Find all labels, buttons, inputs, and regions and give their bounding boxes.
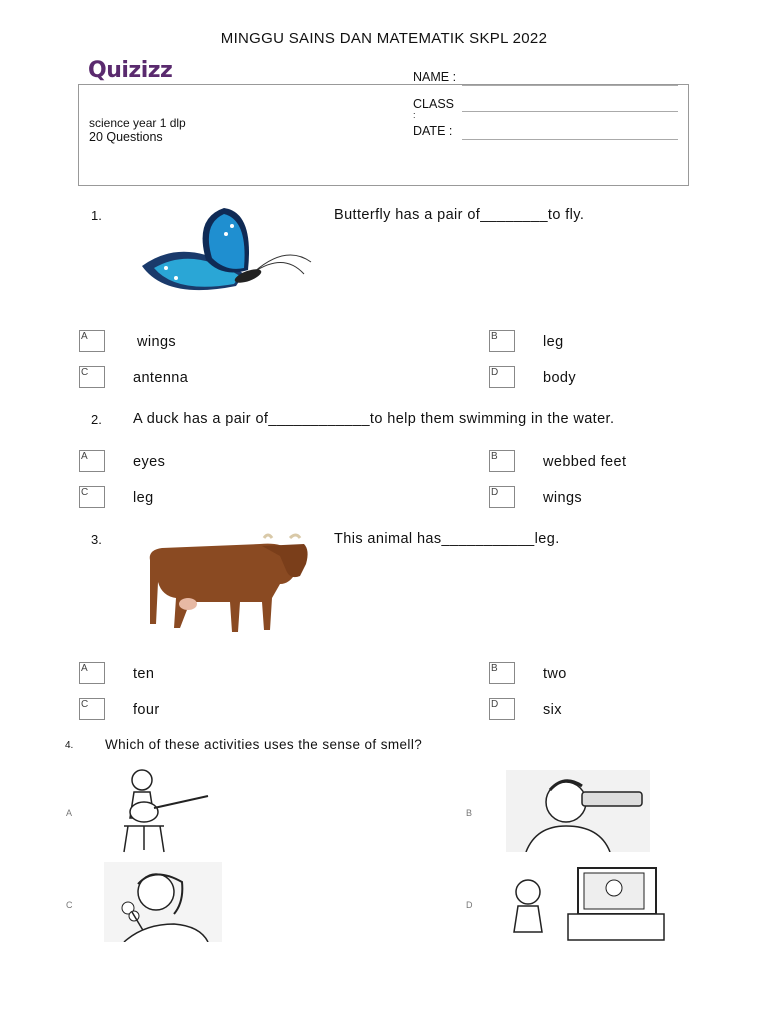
q1-option-d-text: body xyxy=(543,370,577,386)
name-field[interactable] xyxy=(462,84,678,86)
q1-option-a-box[interactable] xyxy=(79,330,105,352)
quizizz-logo: Quizizz xyxy=(88,58,173,83)
q3-option-b-text: two xyxy=(543,666,567,682)
q3-option-c-letter: C xyxy=(81,699,89,710)
q1-option-c-text: antenna xyxy=(133,370,189,386)
question-4-text: Which of these activities uses the sense of smell? xyxy=(105,737,423,752)
cow-image xyxy=(140,532,312,640)
q1-option-d-box[interactable] xyxy=(489,366,515,388)
q1-option-d-letter: D xyxy=(491,367,499,378)
q3-option-d-box[interactable] xyxy=(489,698,515,720)
q1-option-a-text: wings xyxy=(137,334,177,350)
butterfly-image xyxy=(136,204,316,308)
class-field[interactable] xyxy=(462,110,678,112)
q2-option-b-text: webbed feet xyxy=(543,454,627,470)
q1-option-b-box[interactable] xyxy=(489,330,515,352)
class-label: CLASS xyxy=(413,97,454,111)
question-2-text: A duck has a pair of____________to help them swimming in the water. xyxy=(133,411,615,427)
question-3-number: 3. xyxy=(91,532,102,547)
q2-option-c-letter: C xyxy=(81,487,89,498)
guitar-player-image[interactable] xyxy=(104,766,212,854)
q2-option-a-box[interactable] xyxy=(79,450,105,472)
q4-option-b-letter[interactable]: B xyxy=(466,808,473,818)
name-label: NAME : xyxy=(413,70,457,84)
q2-option-a-letter: A xyxy=(81,451,88,462)
q3-option-d-letter: D xyxy=(491,699,499,710)
question-1-text: Butterfly has a pair of________to fly. xyxy=(334,207,585,223)
q2-option-b-letter: B xyxy=(491,451,498,462)
page-title: MINGGU SAINS DAN MATEMATIK SKPL 2022 xyxy=(220,30,548,47)
q2-option-d-letter: D xyxy=(491,487,499,498)
q1-option-b-text: leg xyxy=(543,334,564,350)
q3-option-d-text: six xyxy=(543,702,562,718)
question-4-number: 4. xyxy=(65,740,74,751)
q1-option-b-letter: B xyxy=(491,331,498,342)
q4-option-c-letter[interactable]: C xyxy=(66,900,73,910)
smelling-flower-image[interactable] xyxy=(104,862,222,942)
q3-option-a-letter: A xyxy=(81,663,88,674)
q4-option-d-letter[interactable]: D xyxy=(466,900,473,910)
q2-option-d-text: wings xyxy=(543,490,583,506)
q1-option-c-letter: C xyxy=(81,367,89,378)
class-colon: : xyxy=(413,110,416,120)
q3-option-a-text: ten xyxy=(133,666,155,682)
date-label: DATE : xyxy=(413,124,453,138)
q2-option-b-box[interactable] xyxy=(489,450,515,472)
q4-option-a-letter[interactable]: A xyxy=(66,808,73,818)
telescope-image[interactable] xyxy=(506,770,650,852)
question-3-text: This animal has___________leg. xyxy=(334,531,560,547)
q3-option-c-box[interactable] xyxy=(79,698,105,720)
q2-option-d-box[interactable] xyxy=(489,486,515,508)
question-1-number: 1. xyxy=(91,208,102,223)
q2-option-c-text: leg xyxy=(133,490,154,506)
q3-option-a-box[interactable] xyxy=(79,662,105,684)
q1-option-a-letter: A xyxy=(81,331,88,342)
q3-option-b-box[interactable] xyxy=(489,662,515,684)
date-field[interactable] xyxy=(462,138,678,140)
question-count: 20 Questions xyxy=(89,130,163,144)
q3-option-b-letter: B xyxy=(491,663,498,674)
q2-option-a-text: eyes xyxy=(133,454,166,470)
q3-option-c-text: four xyxy=(133,702,160,718)
q1-option-c-box[interactable] xyxy=(79,366,105,388)
question-2-number: 2. xyxy=(91,412,102,427)
q2-option-c-box[interactable] xyxy=(79,486,105,508)
watching-tv-image[interactable] xyxy=(504,862,668,944)
quiz-name: science year 1 dlp xyxy=(89,116,186,130)
quiz-info-box xyxy=(78,84,689,186)
